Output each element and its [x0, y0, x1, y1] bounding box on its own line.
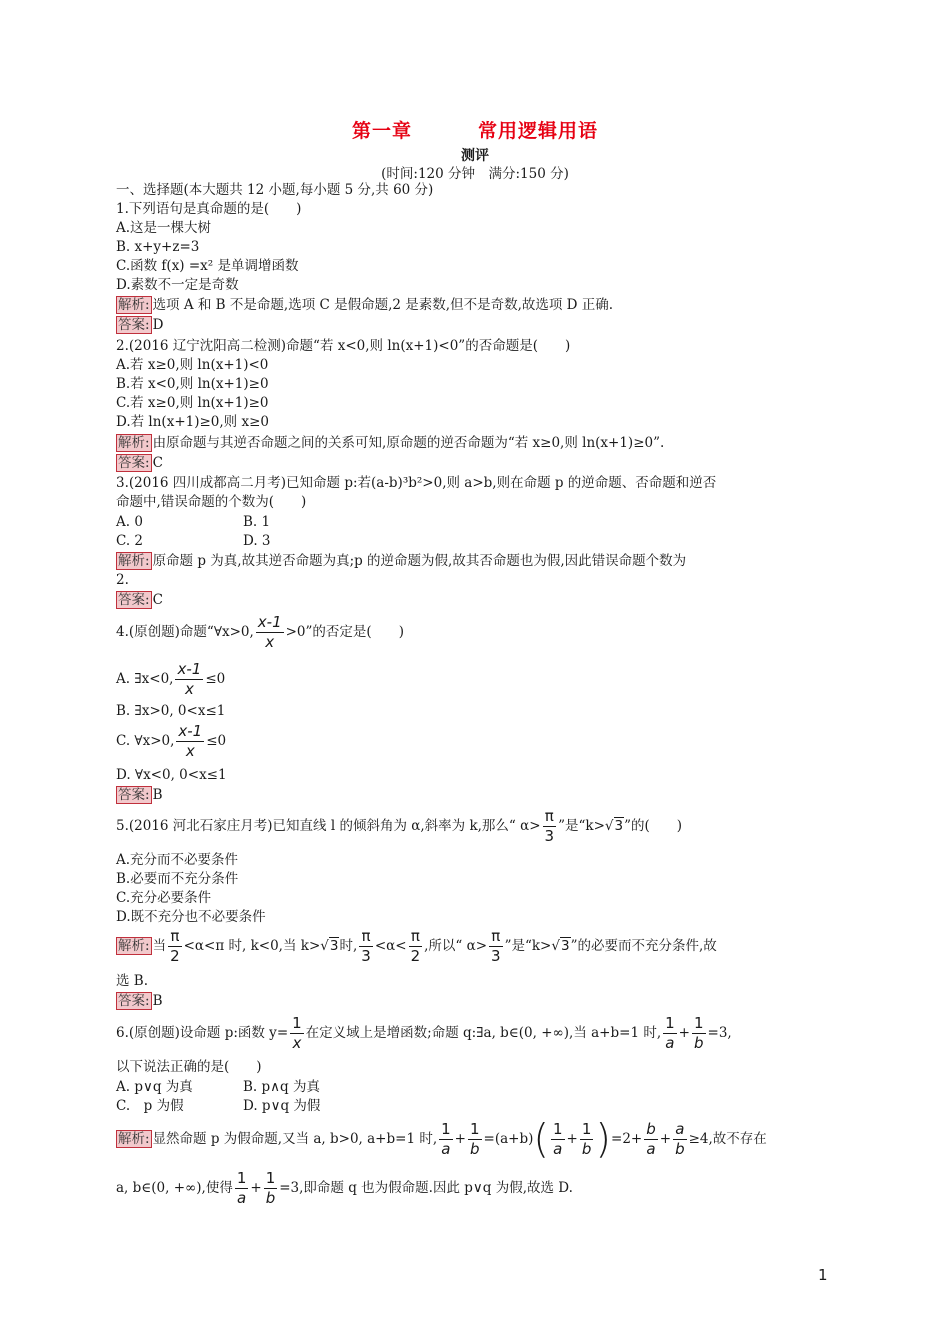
fraction: $\frac{\pi}{2}$	[410, 927, 421, 965]
answer-tag: 答案:	[118, 787, 150, 803]
right-paren: )	[595, 1116, 612, 1163]
q3-analysis-line2: 2.	[116, 572, 129, 588]
q1-answer-text: D	[152, 317, 164, 333]
q1-answer	[116, 316, 163, 334]
analysis-tag: 解析:	[118, 553, 150, 569]
q1-option-a: A.这是一棵大树	[116, 220, 212, 236]
fraction: $\frac{1}{a}$	[665, 1014, 675, 1052]
subtitle: 测评	[461, 148, 489, 164]
q2-option-a: A.若 x≥0,则 ln(x+1)<0	[116, 357, 269, 373]
answer-tag: 答案:	[118, 993, 150, 1009]
chapter-number: 第一章	[351, 120, 412, 142]
fraction: $\frac{a}{b}$	[675, 1120, 685, 1158]
q4-answer	[116, 786, 162, 804]
q5-answer	[116, 992, 162, 1010]
fraction: $\frac{\pi}{3}$	[361, 927, 371, 965]
q5-option-c: C.充分必要条件	[116, 890, 212, 906]
q5-analysis: 解析: 当 $\frac{\pi}{2}$ <α<π 时, k<0,当 k>√3时, $\frac{\pi}{3}$ <α< $\frac{\pi}{2}$ ,所以“ α> $\frac{\pi}{3}$ ”是“k>√3”的必要而不充分条件,故	[118, 927, 717, 965]
q5-analysis-line2: 选 B.	[116, 973, 149, 989]
q6-stem-line2: 以下说法正确的是( )	[116, 1059, 262, 1075]
sqrt-sign: √3	[551, 938, 570, 954]
q2-option-d: D.若 ln(x+1)≥0,则 x≥0	[116, 414, 269, 430]
q6-option-c: C. p 为假	[116, 1098, 184, 1114]
q1-stem: 1.下列语句是真命题的是( )	[116, 201, 302, 217]
q6-analysis: 解析: 显然命题 p 为假命题,又当 a, b>0, a+b=1 时, $\frac{1}{a}$ + $\frac{1}{b}$ =(a+b)( $\frac{1}{a}$ + $\frac{1}{b}$ )=2+ $\frac{b}{a}$ + $\frac{a}{b}$ ≥4,故不存在	[118, 1116, 767, 1163]
left-paren: (	[533, 1116, 549, 1163]
fraction: $\frac{\pi}{2}$	[170, 927, 180, 965]
q3-option-d: D. 3	[243, 533, 271, 549]
q3-analysis-text: 原命题 p 为真,故其逆否命题为真;p 的逆命题为假,故其否命题也为假,因此错误命题个数为	[152, 553, 687, 569]
q4-option-c: C. ∀x>0, $\frac{x-1}{x}$ ≤0	[116, 722, 227, 760]
q3-option-a: A. 0	[116, 514, 143, 530]
q6-option-b: B. p∧q 为真	[243, 1079, 320, 1095]
answer-tag: 答案:	[118, 592, 150, 608]
fraction: $\frac{1}{b}$	[693, 1014, 704, 1052]
fraction: $\frac{1}{b}$	[265, 1169, 276, 1207]
section-title: 一、选择题(本大题共 12 小题,每小题 5 分,共 60 分)	[116, 182, 434, 198]
q2-analysis-text: 由原命题与其逆否命题之间的关系可知,原命题的逆否命题为“若 x≥0,则 ln(x+1)≥0”.	[152, 435, 665, 451]
analysis-tag: 解析:	[118, 938, 150, 954]
q4-answer-text: B	[152, 787, 163, 803]
q5-stem: 5.(2016 河北石家庄月考)已知直线 l 的倾斜角为 α,斜率为 k,那么“ α> $\frac{\pi}{3}$ ”是“k>√3”的( )	[116, 807, 683, 845]
chapter-name: 常用逻辑用语	[478, 120, 599, 142]
q5-option-d: D.既不充分也不必要条件	[116, 909, 266, 925]
q5-answer-text: B	[152, 993, 163, 1009]
q1-option-c: C.函数 f(x) =x² 是单调增函数	[116, 258, 299, 274]
fraction: $\frac{x-1}{x}$	[177, 660, 202, 698]
fraction: $\frac{1}{x}$	[292, 1014, 302, 1052]
q1-option-b: B. x+y+z=3	[116, 239, 200, 255]
q1-analysis	[116, 296, 613, 314]
analysis-tag: 解析:	[118, 435, 150, 451]
fraction: $\frac{\pi}{3}$	[544, 807, 555, 845]
q4-option-b: B. ∃x>0, 0<x≤1	[116, 703, 226, 719]
sqrt-sign: √3	[604, 818, 624, 834]
q6-option-a: A. p∨q 为真	[116, 1079, 193, 1095]
q5-option-a: A.充分而不必要条件	[116, 852, 239, 868]
q6-stem: 6.(原创题)设命题 p:函数 y= $\frac{1}{x}$ 在定义域上是增函数;命题 q:∃a, b∈(0, +∞),当 a+b=1 时, $\frac{1}{a}$ + $\frac{1}{b}$ =3,	[116, 1014, 732, 1052]
q2-option-b: B.若 x<0,则 ln(x+1)≥0	[116, 376, 269, 392]
analysis-tag: 解析:	[118, 297, 150, 313]
sqrt-sign: √3	[320, 938, 339, 954]
q3-answer-text: C	[152, 592, 163, 608]
fraction: $\frac{\pi}{3}$	[491, 927, 501, 965]
fraction: $\frac{x-1}{x}$	[257, 613, 282, 651]
answer-tag: 答案:	[118, 317, 150, 333]
q6-analysis-line2: a, b∈(0, +∞),使得 $\frac{1}{a}$ + $\frac{1}{b}$ =3,即命题 q 也为假命题.因此 p∨q 为假,故选 D.	[116, 1169, 573, 1207]
q3-analysis	[116, 552, 686, 570]
q3-option-b: B. 1	[243, 514, 271, 530]
q3-stem-line2: 命题中,错误命题的个数为( )	[116, 494, 307, 510]
q1-analysis-text: 选项 A 和 B 不是命题,选项 C 是假命题,2 是素数,但不是奇数,故选项 D 正确.	[152, 297, 614, 313]
q3-answer	[116, 591, 163, 609]
q2-option-c: C.若 x≥0,则 ln(x+1)≥0	[116, 395, 269, 411]
q2-analysis	[116, 434, 664, 452]
q2-stem: 2.(2016 辽宁沈阳高二检测)命题“若 x<0,则 ln(x+1)<0”的否命题是( )	[116, 338, 571, 354]
fraction: $\frac{1}{b}$	[581, 1120, 592, 1158]
fraction: $\frac{1}{b}$	[469, 1120, 480, 1158]
page-number: 1	[818, 1266, 828, 1284]
chapter-title	[0, 116, 950, 143]
q4-option-a: A. ∃x<0, $\frac{x-1}{x}$ ≤0	[116, 660, 226, 698]
q4-stem: 4.(原创题)命题“∀x>0, $\frac{x-1}{x}$ >0”的否定是( )	[116, 613, 404, 651]
q1-option-d: D.素数不一定是奇数	[116, 277, 239, 293]
q4-option-d: D. ∀x<0, 0<x≤1	[116, 767, 227, 783]
fraction: $\frac{1}{a}$	[441, 1120, 451, 1158]
fraction: $\frac{b}{a}$	[646, 1120, 656, 1158]
analysis-tag: 解析:	[118, 1131, 150, 1147]
fraction: $\frac{1}{a}$	[236, 1169, 247, 1207]
fraction: $\frac{x-1}{x}$	[178, 722, 203, 760]
q6-option-d: D. p∨q 为假	[243, 1098, 321, 1114]
q2-answer-text: C	[152, 455, 163, 471]
q3-stem-line1: 3.(2016 四川成都高二月考)已知命题 p:若(a-b)³b²>0,则 a>b,则在命题 p 的逆命题、否命题和逆否	[116, 475, 717, 491]
time-info: (时间:120 分钟 满分:150 分)	[381, 166, 569, 182]
fraction: $\frac{1}{a}$	[553, 1120, 563, 1158]
answer-tag: 答案:	[118, 455, 150, 471]
q5-option-b: B.必要而不充分条件	[116, 871, 239, 887]
q3-option-c: C. 2	[116, 533, 144, 549]
q2-answer	[116, 454, 163, 472]
